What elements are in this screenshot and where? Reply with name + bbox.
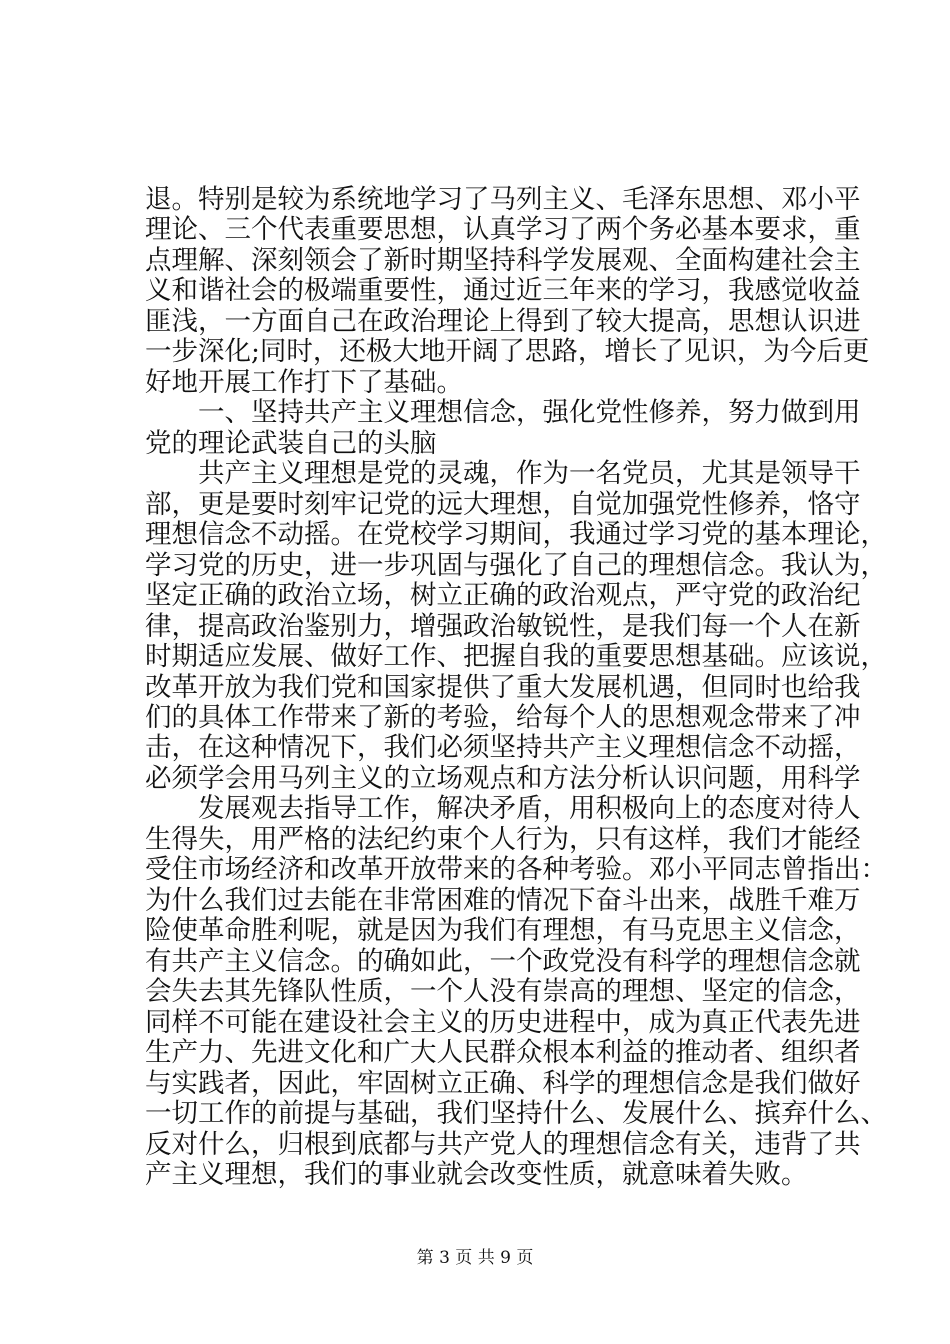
text-line: 与实践者，因此，牢固树立正确、科学的理想信念是我们做好 [145,1068,861,1099]
text-line: 生得失，用严格的法纪约束个人行为，只有这样，我们才能经 [145,824,861,855]
text-line: 们的具体工作带来了新的考验，给每个人的思想观念带来了冲 [145,702,861,733]
page-number-footer: 第 3 页 共 9 页 [416,1248,534,1268]
text-line: 同样不可能在建设社会主义的历史进程中，成为真正代表先进 [145,1007,861,1038]
text-line: 共产主义理想是党的灵魂，作为一名党员，尤其是领导干 [145,458,861,489]
section-heading-line: 一、坚持共产主义理想信念，强化党性修养，努力做到用 [145,397,861,428]
text-line: 发展观去指导工作，解决矛盾，用积极向上的态度对待人 [145,793,861,824]
text-line: 为什么我们过去能在非常困难的情况下奋斗出来，战胜千难万 [145,885,861,916]
text-line: 退。特别是较为系统地学习了马列主义、毛泽东思想、邓小平 [145,184,861,215]
text-line: 受住市场经济和改革开放带来的各种考验。邓小平同志曾指出： [145,854,887,885]
section-heading-line: 党的理论武装自己的头脑 [145,428,437,459]
text-line: 有共产主义信念。的确如此，一个政党没有科学的理想信念就 [145,946,861,977]
text-line: 好地开展工作打下了基础。 [145,367,463,398]
text-line: 义和谐社会的极端重要性，通过近三年来的学习，我感觉收益 [145,275,861,306]
text-line: 理论、三个代表重要思想，认真学习了两个务必基本要求，重 [145,214,861,245]
text-line: 匪浅，一方面自己在政治理论上得到了较大提高，思想认识进 [145,306,861,337]
text-line: 反对什么，归根到底都与共产党人的理想信念有关，违背了共 [145,1129,861,1160]
text-line: 时期适应发展、做好工作、把握自我的重要思想基础。应该说， [145,641,887,672]
text-line: 击，在这种情况下，我们必须坚持共产主义理想信念不动摇， [145,732,861,763]
text-line: 会失去其先锋队性质，一个人没有崇高的理想、坚定的信念， [145,976,861,1007]
text-line: 点理解、深刻领会了新时期坚持科学发展观、全面构建社会主 [145,245,861,276]
text-line: 学习党的历史，进一步巩固与强化了自己的理想信念。我认为， [145,550,887,581]
text-line: 律，提高政治鉴别力，增强政治敏锐性，是我们每一个人在新 [145,611,861,642]
text-line: 改革开放为我们党和国家提供了重大发展机遇，但同时也给我 [145,672,861,703]
text-line: 理想信念不动摇。在党校学习期间，我通过学习党的基本理论， [145,519,887,550]
text-line: 坚定正确的政治立场，树立正确的政治观点，严守党的政治纪 [145,580,861,611]
text-line: 险使革命胜利呢，就是因为我们有理想，有马克思主义信念， [145,915,861,946]
text-line: 一步深化;同时，还极大地开阔了思路，增长了见识，为今后更 [145,336,870,367]
text-line: 部，更是要时刻牢记党的远大理想，自觉加强党性修养，恪守 [145,489,861,520]
text-line: 一切工作的前提与基础，我们坚持什么、发展什么、摈弃什么、 [145,1098,887,1129]
text-line: 必须学会用马列主义的立场观点和方法分析认识问题，用科学 [145,763,861,794]
text-line: 生产力、先进文化和广大人民群众根本利益的推动者、组织者 [145,1037,861,1068]
text-line: 产主义理想，我们的事业就会改变性质，就意味着失败。 [145,1159,808,1190]
